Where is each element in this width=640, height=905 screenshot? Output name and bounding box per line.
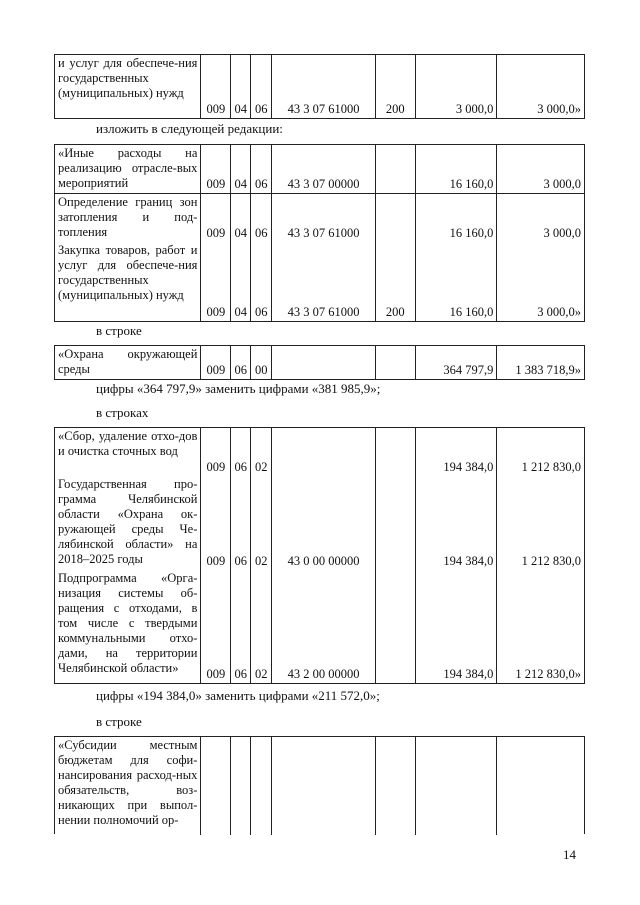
row-adm: 009 <box>201 55 231 118</box>
row-pr: 02 <box>251 476 272 570</box>
row-rz: 06 <box>231 346 251 379</box>
paragraph-in-rows: в строках <box>96 405 149 420</box>
row-rz: 04 <box>231 194 251 242</box>
paragraph-in-row: в строке <box>96 323 142 338</box>
paragraph-in-row-2: в строке <box>96 714 142 729</box>
table-row <box>55 194 584 242</box>
table-row <box>55 242 584 321</box>
row-name: «Охрана окружающей среды <box>55 346 201 379</box>
row-csr: 43 0 00 00000 <box>272 476 376 570</box>
row-value-1: 194 384,0 <box>416 570 498 683</box>
row-csr: 43 2 00 00000 <box>272 570 376 683</box>
row-value-2: 1 212 830,0 <box>521 554 581 568</box>
row-pr: 00 <box>251 346 272 379</box>
paragraph-replace-digits-1: цифры «364 797,9» заменить цифрами «381 985,9»; <box>96 381 381 396</box>
row-pr: 06 <box>251 194 272 242</box>
row-vr: 200 <box>376 242 416 321</box>
row-adm: 009 <box>201 242 231 321</box>
row-name: «Сбор, удаление отхо-дов и очистка сточных вод <box>55 428 201 476</box>
budget-table-2 <box>54 144 585 322</box>
row-adm: 009 <box>201 194 231 242</box>
row-rz: 04 <box>231 242 251 321</box>
row-name: Государственная про-грамма Челябинской области «Охрана ок-ружающей среды Че-лябинской области» на 2018–2025 годы <box>55 476 201 570</box>
row-csr <box>272 428 376 476</box>
row-rz: 06 <box>231 476 251 570</box>
row-csr: 43 3 07 61000 <box>272 242 376 321</box>
row-name: Определение границ зон затопления и под-топления <box>55 194 201 242</box>
paragraph-replace-digits-2: цифры «194 384,0» заменить цифрами «211 572,0»; <box>96 688 380 703</box>
row-value-2 <box>497 737 584 835</box>
row-value-2: 3 000,0» <box>537 102 581 116</box>
row-vr <box>376 476 416 570</box>
row-rz: 06 <box>231 428 251 476</box>
row-pr <box>251 737 272 835</box>
row-value-1: 3 000,0 <box>416 55 498 118</box>
row-vr <box>376 346 416 379</box>
row-csr: 43 3 07 00000 <box>272 145 376 193</box>
row-adm: 009 <box>201 570 231 683</box>
row-value-2: 1 212 830,0» <box>515 667 581 681</box>
row-value-1: 16 160,0 <box>416 194 498 242</box>
row-vr <box>376 428 416 476</box>
table-row <box>55 145 584 194</box>
row-vr: 200 <box>376 55 416 118</box>
row-pr: 02 <box>251 428 272 476</box>
table-row <box>55 55 584 118</box>
row-value-1 <box>416 737 498 835</box>
row-name: Закупка товаров, работ и услуг для обеспече-ния государственных (муниципальных) нужд <box>55 242 201 321</box>
row-adm: 009 <box>201 476 231 570</box>
table-row <box>55 737 584 835</box>
row-rz: 06 <box>231 570 251 683</box>
row-adm: 009 <box>201 145 231 193</box>
budget-table-4 <box>54 427 585 684</box>
row-vr <box>376 145 416 193</box>
row-name: Подпрограмма «Орга-низация системы об-ращения с отходами, в том числе с твердыми коммунальными отхо-дами, на территории Челябинской области» <box>55 570 201 683</box>
row-value-1: 16 160,0 <box>416 242 498 321</box>
row-value-1: 16 160,0 <box>416 145 498 193</box>
row-vr <box>376 737 416 835</box>
table-row <box>55 476 584 570</box>
row-value-2: 3 000,0 <box>543 177 581 191</box>
row-pr: 02 <box>251 570 272 683</box>
row-csr <box>272 346 376 379</box>
row-rz: 04 <box>231 55 251 118</box>
row-pr: 06 <box>251 242 272 321</box>
table-row <box>55 428 584 476</box>
row-pr: 06 <box>251 145 272 193</box>
table-row <box>55 346 584 379</box>
row-csr: 43 3 07 61000 <box>272 55 376 118</box>
row-value-2: 1 212 830,0 <box>521 460 581 474</box>
row-value-1: 194 384,0 <box>416 476 498 570</box>
row-csr: 43 3 07 61000 <box>272 194 376 242</box>
budget-table-3 <box>54 345 585 380</box>
row-name: «Иные расходы на реализацию отрасле-вых мероприятий <box>55 145 201 193</box>
budget-table-5 <box>54 736 585 834</box>
table-row <box>55 570 584 683</box>
row-value-2: 3 000,0 <box>543 226 581 240</box>
paragraph-edit-instruction: изложить в следующей редакции: <box>96 121 283 136</box>
row-adm <box>201 737 231 835</box>
budget-table-1 <box>54 54 585 119</box>
row-name: «Субсидии местным бюджетам для софи-нансирования расход-ных обязательств, воз-никающих при выпол-нении полномочий ор- <box>55 737 201 835</box>
row-name: и услуг для обеспече-ния государственных (муниципальных) нужд <box>55 55 201 118</box>
row-csr <box>272 737 376 835</box>
page-number: 14 <box>563 847 576 862</box>
row-adm: 009 <box>201 428 231 476</box>
row-value-2: 1 383 718,9» <box>515 363 581 377</box>
row-rz: 04 <box>231 145 251 193</box>
row-vr <box>376 194 416 242</box>
row-value-2: 3 000,0» <box>537 305 581 319</box>
row-value-1: 364 797,9 <box>416 346 498 379</box>
row-rz <box>231 737 251 835</box>
row-pr: 06 <box>251 55 272 118</box>
row-adm: 009 <box>201 346 231 379</box>
row-value-1: 194 384,0 <box>416 428 498 476</box>
row-vr <box>376 570 416 683</box>
